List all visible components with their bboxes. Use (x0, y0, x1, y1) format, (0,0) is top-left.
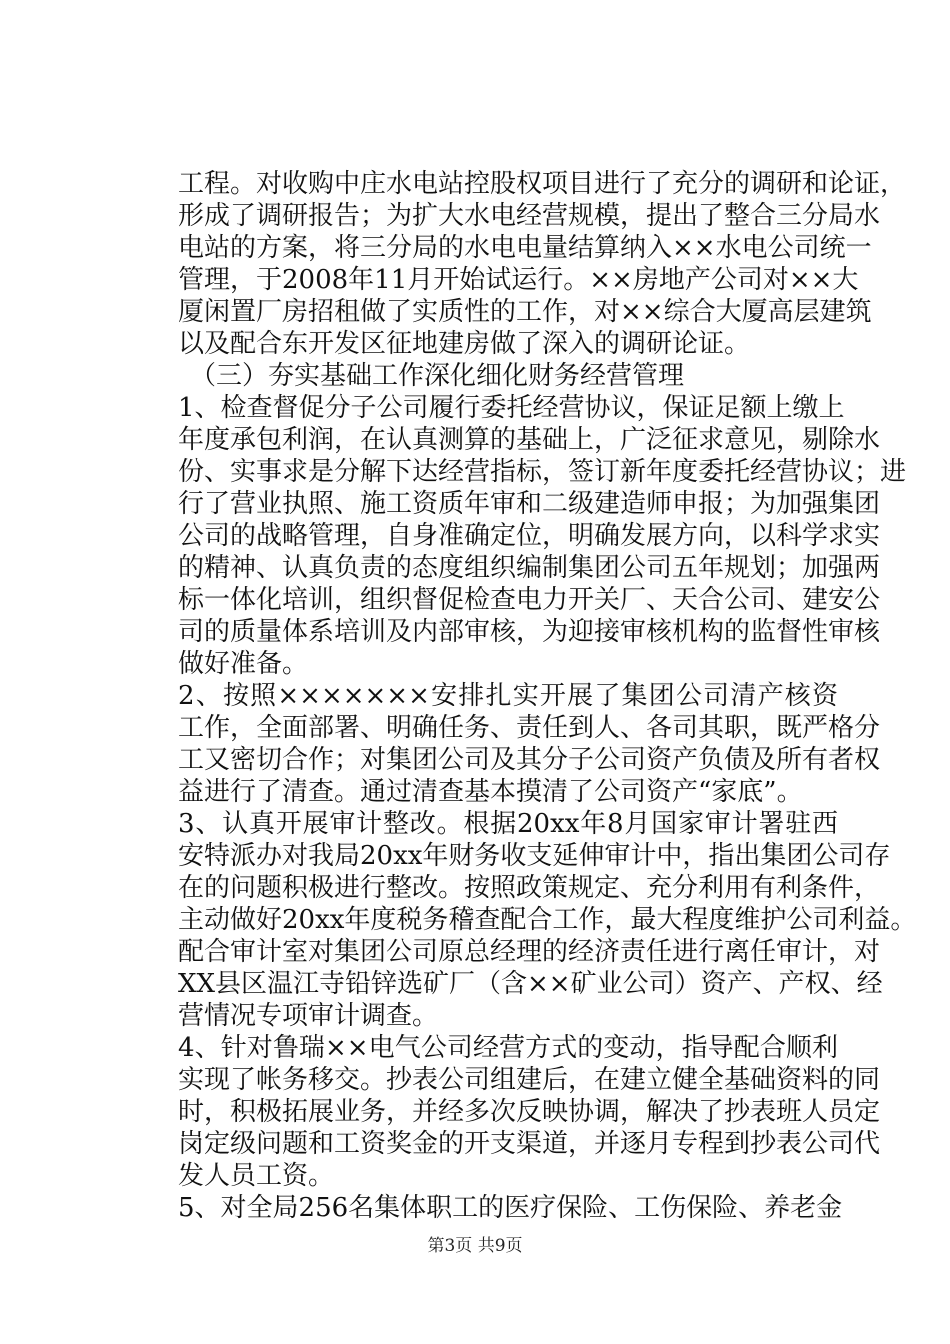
body-line: 益进行了清查。通过清查基本摸清了公司资产“家底”。 (178, 777, 803, 807)
body-line: XX县区温江寺铅锌选矿厂（含××矿业公司）资产、产权、经 (178, 969, 883, 999)
body-line: 工作，全面部署、明确任务、责任到人、各司其职，既严格分 (178, 713, 881, 743)
body-line: 5、对全局256名集体职工的医疗保险、工伤保险、养老金 (178, 1193, 843, 1223)
body-line: 营情况专项审计调查。 (178, 1001, 439, 1031)
body-line: 管理，于2008年11月开始试运行。××房地产公司对××大 (178, 265, 859, 295)
body-line: 4、针对鲁瑞××电气公司经营方式的变动，指导配合顺利 (178, 1033, 838, 1063)
body-line: 厦闲置厂房招租做了实质性的工作，对××综合大厦高层建筑 (178, 297, 872, 327)
body-line: 3、认真开展审计整改。根据20xx年8月国家审计署驻西 (178, 809, 838, 839)
body-line: 电站的方案，将三分局的水电电量结算纳入××水电公司统一 (178, 233, 872, 263)
body-line: 安特派办对我局20xx年财务收支延伸审计中，指出集团公司存 (178, 841, 891, 871)
body-line: 行了营业执照、施工资质年审和二级建造师申报；为加强集团 (178, 489, 881, 519)
body-line: 时，积极拓展业务，并经多次反映协调，解决了抄表班人员定 (178, 1097, 881, 1127)
body-line: 2、按照×××××××安排扎实开展了集团公司清产核资 (178, 681, 838, 711)
body-line: 份、实事求是分解下达经营指标，签订新年度委托经营协议；进 (178, 457, 907, 487)
section-heading: （三）夯实基础工作深化细化财务经营管理 (190, 361, 685, 391)
body-line: 实现了帐务移交。抄表公司组建后，在建立健全基础资料的同 (178, 1065, 881, 1095)
body-line: 1、检查督促分子公司履行委托经营协议，保证足额上缴上 (178, 393, 845, 423)
body-line: 工又密切合作；对集团公司及其分子公司资产负债及所有者权 (178, 745, 881, 775)
body-line: 工程。对收购中庄水电站控股权项目进行了充分的调研和论证， (178, 169, 907, 199)
body-line: 岗定级问题和工资奖金的开支渠道，并逐月专程到抄表公司代 (178, 1129, 881, 1159)
body-line: 形成了调研报告；为扩大水电经营规模，提出了整合三分局水 (178, 201, 881, 231)
body-line: 司的质量体系培训及内部审核，为迎接审核机构的监督性审核 (178, 617, 881, 647)
body-line: 公司的战略管理，自身准确定位，明确发展方向，以科学求实 (178, 521, 881, 551)
body-line: 的精神、认真负责的态度组织编制集团公司五年规划；加强两 (178, 553, 881, 583)
page-footer: 第3页 共9页 (427, 1236, 523, 1256)
body-line: 在的问题积极进行整改。按照政策规定、充分利用有利条件， (178, 873, 881, 903)
body-line: 发人员工资。 (178, 1161, 335, 1191)
body-line: 标一体化培训，组织督促检查电力开关厂、天合公司、建安公 (178, 585, 881, 615)
body-line: 主动做好20xx年度税务稽查配合工作，最大程度维护公司利益。 (178, 905, 917, 935)
body-line: 做好准备。 (178, 649, 309, 679)
body-line: 配合审计室对集团公司原总经理的经济责任进行离任审计，对 (178, 937, 881, 967)
body-line: 以及配合东开发区征地建房做了深入的调研论证。 (178, 329, 751, 359)
body-line: 年度承包利润，在认真测算的基础上，广泛征求意见，剔除水 (178, 425, 881, 455)
